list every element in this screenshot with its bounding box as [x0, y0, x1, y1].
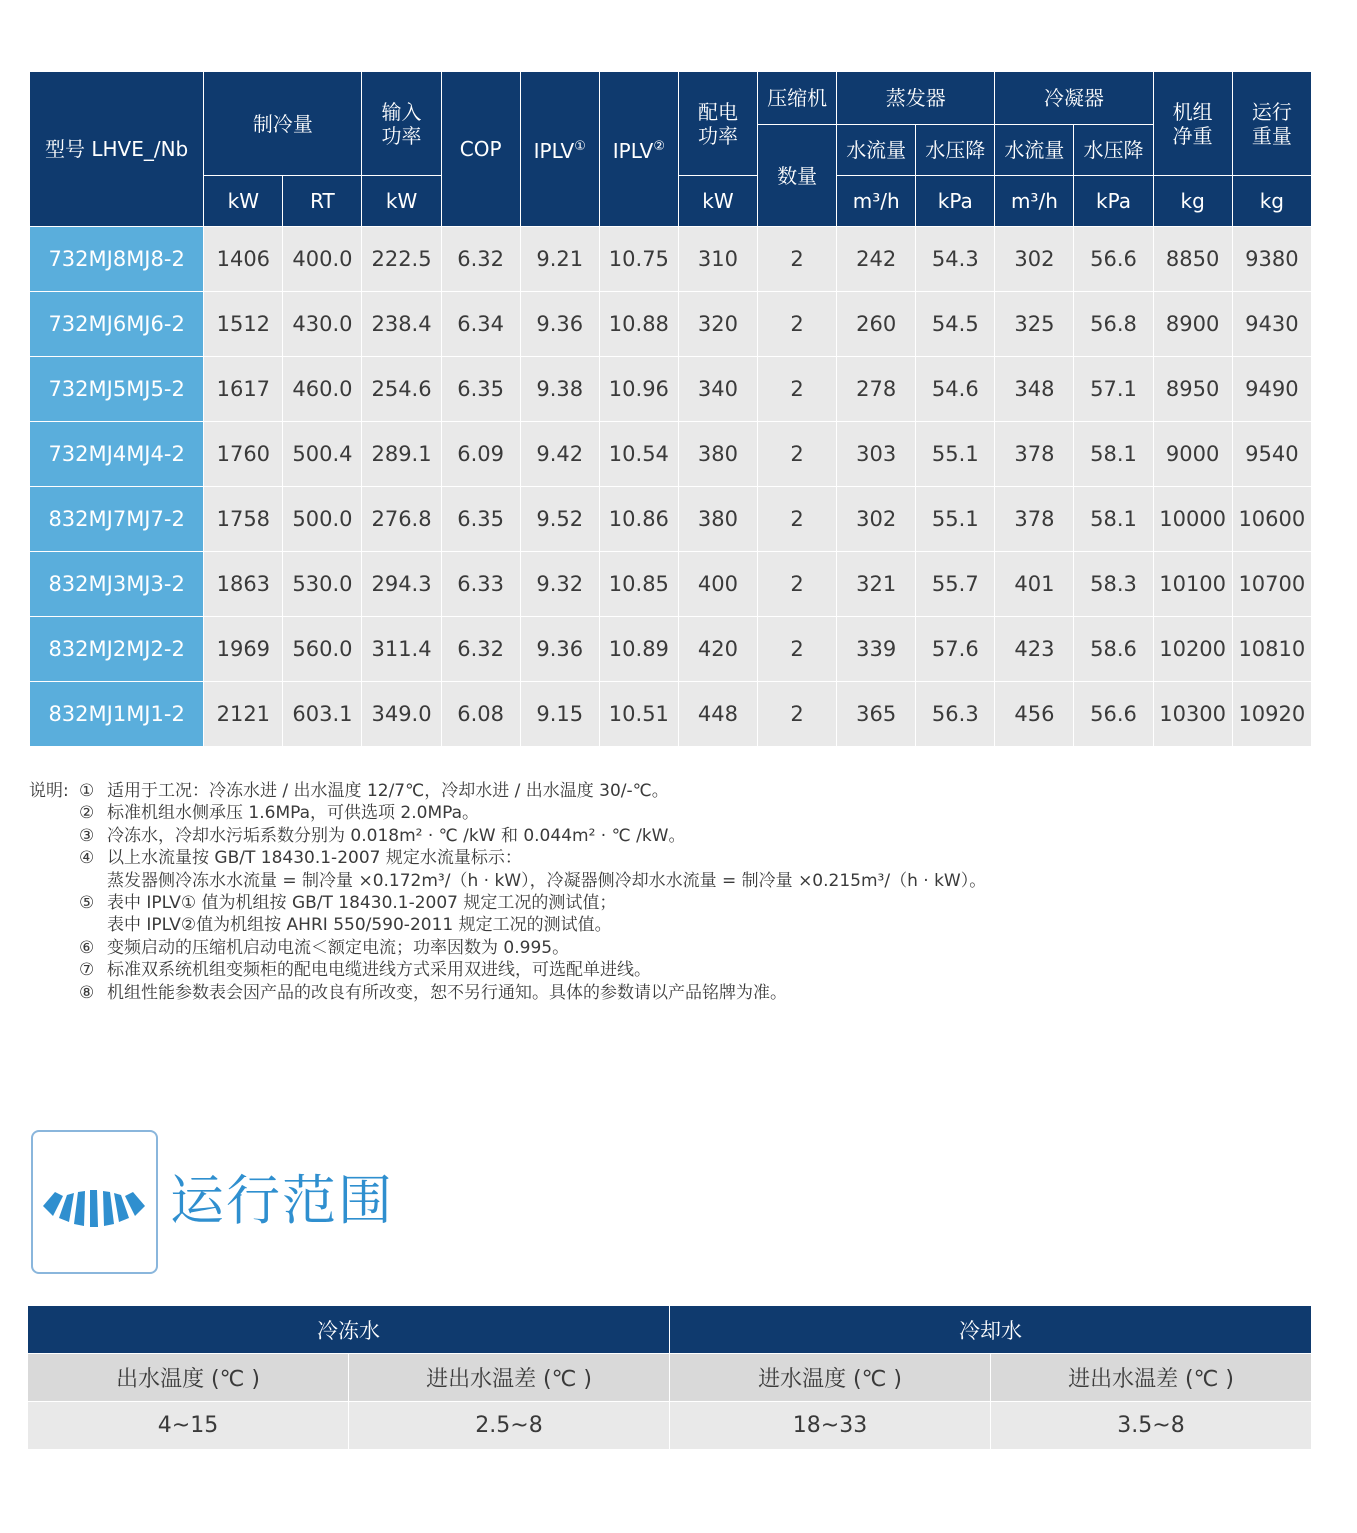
- table-cell: 430.0: [283, 292, 362, 357]
- table-cell: 9.36: [520, 617, 599, 682]
- note-item: ⑦ 标准双系统机组变频柜的配电电缆进线方式采用双进线，可选配单进线。: [79, 960, 651, 981]
- table-cell: 1760: [204, 422, 283, 487]
- table-row: [30, 357, 1312, 422]
- table-cell: 9.52: [520, 487, 599, 552]
- table-cell: 58.6: [1074, 617, 1153, 682]
- header-iplv1: IPLV①: [520, 72, 599, 227]
- table-cell: 6.33: [441, 552, 520, 617]
- header-input-power: 输入功率: [362, 72, 441, 176]
- table-cell: 260: [837, 292, 916, 357]
- header-iplv2: IPLV②: [599, 72, 678, 227]
- note-text: 变频启动的压缩机启动电流＜额定电流；功率因数为 0.995。: [107, 937, 570, 958]
- table-cell: 10920: [1232, 682, 1311, 747]
- range-table: [27, 1305, 1312, 1450]
- table-cell: 500.4: [283, 422, 362, 487]
- note-item: ④ 以上水流量按 GB/T 18430.1-2007 规定水流量标示：: [79, 848, 522, 869]
- table-cell: 380: [678, 422, 757, 487]
- unit-supply-kw: kW: [678, 176, 757, 227]
- note-text: 适用于工况：冷冻水进 / 出水温度 12/7℃，冷却水进 / 出水温度 30/-℃。: [107, 781, 669, 801]
- table-cell: 348: [995, 357, 1074, 422]
- model-cell: 832MJ2MJ2-2: [30, 617, 204, 682]
- table-cell: 242: [837, 227, 916, 292]
- table-cell: 6.34: [441, 292, 520, 357]
- note-item: ③ 冷冻水，冷却水污垢系数分别为 0.018m² · ℃ /kW 和 0.044m² · ℃ /kW。: [79, 825, 686, 846]
- table-cell: 10810: [1232, 617, 1311, 682]
- header-net-weight: 机组净重: [1153, 72, 1232, 176]
- table-cell: 339: [837, 617, 916, 682]
- table-cell: 8850: [1153, 227, 1232, 292]
- header-cop: COP: [441, 72, 520, 227]
- table-cell: 10600: [1232, 487, 1311, 552]
- table-cell: 58.1: [1074, 422, 1153, 487]
- table-row: [28, 1354, 1312, 1402]
- table-cell: 10.89: [599, 617, 678, 682]
- section-icon-box: [31, 1130, 158, 1274]
- note-item: 说明: ① 适用于工况：冷冻水进 / 出水温度 12/7℃，冷却水进 / 出水温度 30/-℃。: [29, 781, 669, 801]
- note-text: 标准机组水侧承压 1.6MPa，可供选项 2.0MPa。: [107, 803, 480, 824]
- table-cell: 56.6: [1074, 227, 1153, 292]
- table-cell: 448: [678, 682, 757, 747]
- table-cell: 6.09: [441, 422, 520, 487]
- table-cell: 6.32: [441, 227, 520, 292]
- table-cell: 2: [758, 552, 837, 617]
- table-cell: 400.0: [283, 227, 362, 292]
- table-cell: 10.86: [599, 487, 678, 552]
- table-row: [30, 552, 1312, 617]
- header-evap-flow: 水流量: [837, 125, 916, 176]
- table-cell: 349.0: [362, 682, 441, 747]
- unit-cond-kpa: kPa: [1074, 176, 1153, 227]
- table-cell: 311.4: [362, 617, 441, 682]
- table-cell: 2121: [204, 682, 283, 747]
- table-cell: 10700: [1232, 552, 1311, 617]
- range-value: 3.5~8: [991, 1402, 1312, 1450]
- note-text: 蒸发器侧冷冻水水流量 = 制冷量 ×0.172m³/（h · kW），冷凝器侧冷却水水流量 = 制冷量 ×0.215m³/（h · kW）。: [107, 870, 987, 891]
- table-cell: 57.1: [1074, 357, 1153, 422]
- note-text: 机组性能参数表会因产品的改良有所改变，恕不另行通知。具体的参数请以产品铭牌为准。: [107, 982, 787, 1003]
- table-cell: 56.6: [1074, 682, 1153, 747]
- header-operating-weight: 运行重量: [1232, 72, 1311, 176]
- table-cell: 9.36: [520, 292, 599, 357]
- table-cell: 57.6: [916, 617, 995, 682]
- table-cell: 2: [758, 227, 837, 292]
- header-chilled-water: 冷冻水: [28, 1306, 670, 1354]
- table-cell: 1758: [204, 487, 283, 552]
- table-cell: 6.32: [441, 617, 520, 682]
- table-cell: 378: [995, 487, 1074, 552]
- table-cell: 10000: [1153, 487, 1232, 552]
- note-text: 表中 IPLV②值为机组按 AHRI 550/590-2011 规定工况的测试值。: [107, 915, 612, 936]
- table-cell: 365: [837, 682, 916, 747]
- table-cell: 54.5: [916, 292, 995, 357]
- table-cell: 222.5: [362, 227, 441, 292]
- model-cell: 732MJ5MJ5-2: [30, 357, 204, 422]
- header-evaporator: 蒸发器: [837, 72, 995, 125]
- table-cell: 10200: [1153, 617, 1232, 682]
- table-row: [30, 292, 1312, 357]
- model-cell: 732MJ6MJ6-2: [30, 292, 204, 357]
- table-cell: 8900: [1153, 292, 1232, 357]
- table-cell: 9.32: [520, 552, 599, 617]
- table-cell: 10300: [1153, 682, 1232, 747]
- unit-cond-flow: m³/h: [995, 176, 1074, 227]
- table-cell: 340: [678, 357, 757, 422]
- range-value: 2.5~8: [349, 1402, 670, 1450]
- model-cell: 832MJ7MJ7-2: [30, 487, 204, 552]
- spec-table-body: [30, 227, 1312, 747]
- table-cell: 9.15: [520, 682, 599, 747]
- table-cell: 58.3: [1074, 552, 1153, 617]
- table-cell: 380: [678, 487, 757, 552]
- table-cell: 302: [837, 487, 916, 552]
- table-cell: 320: [678, 292, 757, 357]
- header-compressor: 压缩机: [758, 72, 837, 125]
- table-cell: 8950: [1153, 357, 1232, 422]
- subheader-cooling-inlet-temp: 进水温度 (℃ ): [670, 1354, 991, 1402]
- table-row: [30, 422, 1312, 487]
- table-cell: 500.0: [283, 487, 362, 552]
- header-cond-flow: 水流量: [995, 125, 1074, 176]
- table-cell: 10.85: [599, 552, 678, 617]
- table-cell: 238.4: [362, 292, 441, 357]
- spec-table: [29, 71, 1312, 747]
- header-cooling-water: 冷却水: [670, 1306, 1312, 1354]
- table-cell: 1617: [204, 357, 283, 422]
- table-cell: 9.38: [520, 357, 599, 422]
- table-cell: 560.0: [283, 617, 362, 682]
- table-cell: 9000: [1153, 422, 1232, 487]
- note-item: ② 标准机组水侧承压 1.6MPa，可供选项 2.0MPa。: [79, 803, 480, 824]
- header-cond-pressure-drop: 水压降: [1074, 125, 1153, 176]
- unit-capacity-rt: RT: [283, 176, 362, 227]
- table-cell: 56.3: [916, 682, 995, 747]
- table-cell: 9490: [1232, 357, 1311, 422]
- note-text: 标准双系统机组变频柜的配电电缆进线方式采用双进线，可选配单进线。: [107, 960, 651, 981]
- header-cooling-capacity: 制冷量: [204, 72, 362, 176]
- table-cell: 9540: [1232, 422, 1311, 487]
- note-text: 以上水流量按 GB/T 18430.1-2007 规定水流量标示：: [107, 848, 522, 869]
- note-item: ⑧ 机组性能参数表会因产品的改良有所改变，恕不另行通知。具体的参数请以产品铭牌为准。: [79, 982, 787, 1003]
- table-cell: 56.8: [1074, 292, 1153, 357]
- table-row: [30, 487, 1312, 552]
- table-cell: 254.6: [362, 357, 441, 422]
- table-cell: 54.3: [916, 227, 995, 292]
- table-row: [30, 227, 1312, 292]
- table-cell: 400: [678, 552, 757, 617]
- table-cell: 55.1: [916, 422, 995, 487]
- table-cell: 278: [837, 357, 916, 422]
- table-cell: 530.0: [283, 552, 362, 617]
- section-title: 运行范围: [170, 1169, 394, 1232]
- table-cell: 2: [758, 292, 837, 357]
- table-cell: 55.7: [916, 552, 995, 617]
- table-cell: 58.1: [1074, 487, 1153, 552]
- table-cell: 10.96: [599, 357, 678, 422]
- table-cell: 1512: [204, 292, 283, 357]
- notes-lead: 说明:: [29, 781, 69, 801]
- note-item: ⑥ 变频启动的压缩机启动电流＜额定电流；功率因数为 0.995。: [79, 937, 570, 958]
- table-cell: 2: [758, 357, 837, 422]
- table-cell: 9.42: [520, 422, 599, 487]
- table-cell: 603.1: [283, 682, 362, 747]
- header-evap-pressure-drop: 水压降: [916, 125, 995, 176]
- table-cell: 55.1: [916, 487, 995, 552]
- table-cell: 321: [837, 552, 916, 617]
- table-cell: 1406: [204, 227, 283, 292]
- table-cell: 289.1: [362, 422, 441, 487]
- table-row: [28, 1402, 1312, 1450]
- table-cell: 6.35: [441, 487, 520, 552]
- table-cell: 2: [758, 617, 837, 682]
- table-cell: 6.08: [441, 682, 520, 747]
- table-row: [30, 617, 1312, 682]
- table-cell: 6.35: [441, 357, 520, 422]
- table-row: [30, 682, 1312, 747]
- unit-capacity-kw: kW: [204, 176, 283, 227]
- range-value: 4~15: [28, 1402, 349, 1450]
- table-cell: 9380: [1232, 227, 1311, 292]
- subheader-chilled-outlet-temp: 出水温度 (℃ ): [28, 1354, 349, 1402]
- table-cell: 276.8: [362, 487, 441, 552]
- table-cell: 1969: [204, 617, 283, 682]
- table-cell: 456: [995, 682, 1074, 747]
- note-text: 冷冻水，冷却水污垢系数分别为 0.018m² · ℃ /kW 和 0.044m² · ℃ /kW。: [107, 825, 686, 846]
- table-cell: 10.75: [599, 227, 678, 292]
- header-compressor-count: 数量: [758, 125, 837, 227]
- table-cell: 54.6: [916, 357, 995, 422]
- note-item: ⑤ 表中 IPLV① 值为机组按 GB/T 18430.1-2007 规定工况的测试值；: [79, 893, 617, 914]
- table-cell: 310: [678, 227, 757, 292]
- table-cell: 302: [995, 227, 1074, 292]
- header-power-supply: 配电功率: [678, 72, 757, 176]
- table-cell: 460.0: [283, 357, 362, 422]
- model-cell: 832MJ3MJ3-2: [30, 552, 204, 617]
- unit-evap-flow: m³/h: [837, 176, 916, 227]
- table-cell: 10.51: [599, 682, 678, 747]
- unit-operating-kg: kg: [1232, 176, 1311, 227]
- header-model: 型号 LHVE_/Nb: [30, 72, 204, 227]
- subheader-cooling-delta: 进出水温差 (℃ ): [991, 1354, 1312, 1402]
- table-cell: 420: [678, 617, 757, 682]
- table-cell: 2: [758, 682, 837, 747]
- table-cell: 10.54: [599, 422, 678, 487]
- subheader-chilled-delta: 进出水温差 (℃ ): [349, 1354, 670, 1402]
- unit-net-kg: kg: [1153, 176, 1232, 227]
- unit-evap-kpa: kPa: [916, 176, 995, 227]
- table-cell: 1863: [204, 552, 283, 617]
- table-cell: 2: [758, 487, 837, 552]
- table-cell: 9.21: [520, 227, 599, 292]
- notes-block: [29, 780, 1319, 1004]
- table-cell: 294.3: [362, 552, 441, 617]
- header-condenser: 冷凝器: [995, 72, 1153, 125]
- range-value: 18~33: [670, 1402, 991, 1450]
- table-cell: 10100: [1153, 552, 1232, 617]
- table-cell: 423: [995, 617, 1074, 682]
- note-text: 表中 IPLV① 值为机组按 GB/T 18430.1-2007 规定工况的测试值；: [107, 893, 617, 914]
- table-cell: 378: [995, 422, 1074, 487]
- model-cell: 732MJ4MJ4-2: [30, 422, 204, 487]
- fan-vane-icon: [33, 1132, 156, 1272]
- table-cell: 9430: [1232, 292, 1311, 357]
- table-cell: 401: [995, 552, 1074, 617]
- table-cell: 2: [758, 422, 837, 487]
- model-cell: 732MJ8MJ8-2: [30, 227, 204, 292]
- table-cell: 325: [995, 292, 1074, 357]
- table-cell: 303: [837, 422, 916, 487]
- table-cell: 10.88: [599, 292, 678, 357]
- unit-input-kw: kW: [362, 176, 441, 227]
- model-cell: 832MJ1MJ1-2: [30, 682, 204, 747]
